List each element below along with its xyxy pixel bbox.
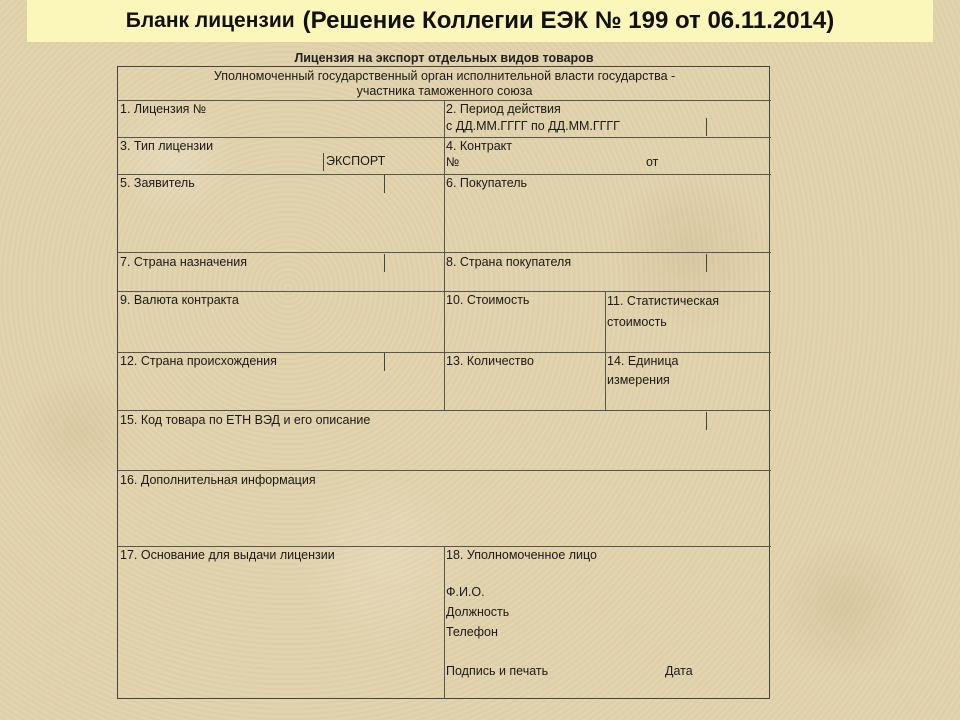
- field-4-number: №: [446, 155, 460, 169]
- license-form: [117, 66, 770, 699]
- field-tick: [384, 254, 385, 272]
- title-banner: [27, 0, 933, 42]
- column-divider: [605, 291, 606, 410]
- field-tick: [706, 412, 707, 430]
- field-4-date-label: от: [646, 155, 659, 169]
- field-5-label: 5. Заявитель: [120, 176, 195, 190]
- row-divider: [118, 410, 771, 411]
- field-16-label: 16. Дополнительная информация: [120, 473, 316, 487]
- field-9-label: 9. Валюта контракта: [120, 293, 239, 307]
- field-tick: [706, 118, 707, 136]
- field-4-label: 4. Контракт: [446, 139, 512, 153]
- field-2-label: 2. Период действия: [446, 102, 561, 116]
- field-11-label-1: 11. Статистическая: [607, 294, 720, 308]
- field-15-label: 15. Код товара по ЕТН ВЭД и его описание: [120, 413, 371, 427]
- field-tick: [384, 353, 385, 371]
- field-3-value: ЭКСПОРТ: [326, 154, 386, 168]
- field-18-date: Дата: [665, 664, 693, 678]
- field-tick: [384, 175, 385, 193]
- field-7-label: 7. Страна назначения: [120, 255, 248, 269]
- field-14-label-1: 14. Единица: [607, 354, 679, 368]
- field-2-value: с ДД.ММ.ГГГГ по ДД.ММ.ГГГГ: [446, 119, 620, 133]
- field-18-signature: Подпись и печать: [446, 664, 549, 678]
- field-3-label: 3. Тип лицензии: [120, 139, 214, 153]
- field-tick: [323, 153, 324, 171]
- field-12-label: 12. Страна происхождения: [120, 354, 277, 368]
- authority-line-2: участника таможенного союза: [356, 84, 533, 98]
- page-title: Бланк лицензии: [125, 9, 295, 32]
- authority-line-1: Уполномоченный государственный орган исполнительной власти государства -: [213, 69, 676, 83]
- field-tick: [706, 254, 707, 272]
- field-14-label-2: измерения: [607, 373, 670, 387]
- field-18-label: 18. Уполномоченное лицо: [446, 548, 597, 562]
- field-18-phone: Телефон: [446, 625, 498, 639]
- field-18-position: Должность: [446, 605, 510, 619]
- form-title: Лицензия на экспорт отдельных видов товаров: [294, 51, 594, 65]
- field-1-label: 1. Лицензия №: [120, 102, 207, 116]
- field-13-label: 13. Количество: [446, 354, 534, 368]
- field-10-label: 10. Стоимость: [446, 293, 530, 307]
- column-divider: [444, 100, 445, 410]
- row-divider: [118, 470, 771, 471]
- column-divider: [444, 546, 445, 699]
- field-17-label: 17. Основание для выдачи лицензии: [120, 548, 335, 562]
- page-subtitle: (Решение Коллегии ЕЭК № 199 от 06.11.2014): [302, 7, 835, 34]
- field-11-label-2: стоимость: [607, 315, 667, 329]
- field-8-label: 8. Страна покупателя: [446, 255, 572, 269]
- field-18-fio: Ф.И.О.: [446, 585, 485, 599]
- field-6-label: 6. Покупатель: [446, 176, 528, 190]
